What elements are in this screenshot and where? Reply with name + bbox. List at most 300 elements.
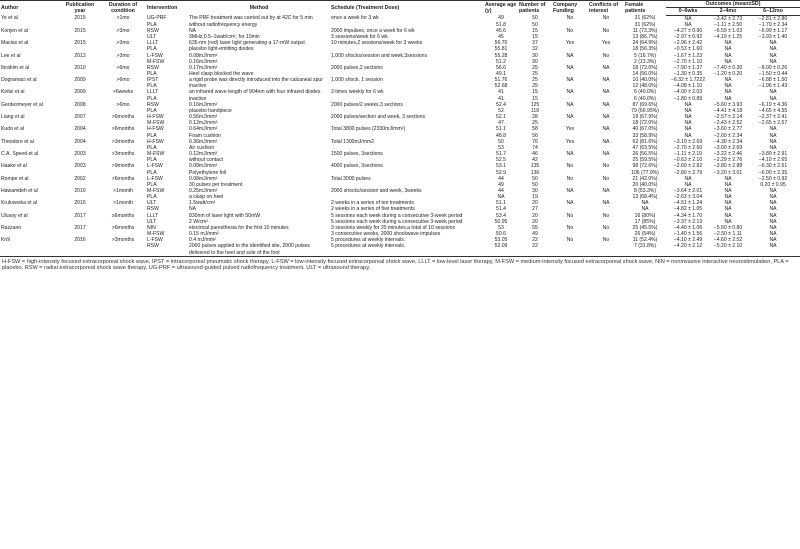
cell-outcome-2-4mo: −3.42 ± 2.73 — [713, 15, 743, 22]
cell-outcome-6-12mo: −2.81 ± 2.80 — [758, 15, 788, 22]
cell-age: 45 — [498, 34, 504, 41]
cell-female: 25 (59.5%) — [632, 157, 658, 164]
cell-intervention: IPST — [147, 77, 159, 84]
cell-schedule: 1,000 shocks/session and week,3sessions — [331, 52, 427, 59]
col-header-0-6wks: 0–6wks — [666, 8, 710, 15]
cell-age: 52.09 — [484, 243, 518, 256]
cell-outcome-6-12mo: −2.37 ± 2.41 — [758, 114, 788, 121]
cell-female: 2 (13.3%) — [633, 58, 657, 65]
cell-patients: 25 — [532, 83, 538, 90]
cell-conflicts: No — [602, 163, 610, 170]
cell-conflicts: No — [602, 212, 610, 219]
cell-outcome-0-6wks: −4.27 ± 0.90 — [673, 27, 703, 34]
cell-outcome-6-12mo: NA — [769, 237, 777, 244]
cell-age: 44 — [498, 175, 504, 182]
cell-age: 47 — [498, 120, 504, 127]
cell-outcome-6-12mo: NA — [769, 46, 777, 53]
cell-outcome-0-6wks: NA — [684, 101, 692, 108]
cell-patients: 46 — [532, 151, 538, 158]
cell-patients: 135 — [530, 163, 540, 170]
cell-patients: 42 — [532, 157, 538, 164]
cell-age: 52.68 — [494, 83, 508, 90]
cell-method: 0.16mJ/mm² — [189, 101, 218, 108]
cell-outcome-6-12mo: NA — [769, 231, 777, 238]
cell-female: 26 (54%) — [634, 231, 656, 238]
cell-outcome-2-4mo: NA — [724, 206, 732, 213]
cell-female: 106 (77.9%) — [631, 169, 659, 176]
cell-method: Heel clasp blocked the wave — [189, 71, 254, 77]
cell-year: 2017 — [74, 212, 86, 219]
cell-duration: >3mo — [116, 52, 130, 59]
cell-intervention: H-FSW — [147, 114, 164, 121]
cell-funding: No — [566, 212, 574, 219]
cell-outcome-2-4mo: −4.60 ± 2.52 — [713, 237, 743, 244]
cell-outcome-6-12mo: −6.19 ± 4.36 — [758, 101, 788, 108]
cell-method: 0.15 mJ/mm² — [189, 231, 219, 238]
cell-outcome-6-12mo: NA — [769, 206, 777, 213]
cell-funding: NA — [566, 187, 574, 194]
cell-outcome-2-4mo: −7.40 ± 0.30 — [713, 64, 743, 71]
cell-method: Polyethylene foil — [189, 169, 227, 176]
cell-outcome-0-6wks: −3.37 ± 2.13 — [673, 218, 703, 225]
cell-outcome-0-6wks: −2.63 ± 3.04 — [673, 194, 703, 201]
cell-author: Kiritsi et al — [1, 89, 25, 96]
cell-patients: 74 — [532, 144, 538, 151]
cell-intervention: RSW — [146, 243, 188, 256]
cell-year: 2013 — [74, 52, 86, 59]
cell-schedule: 1500 pulses, 3sections — [331, 151, 383, 158]
cell-intervention: L-FSW — [147, 175, 163, 182]
cell-intervention: PLA — [147, 132, 157, 139]
cell-year: 2016 — [74, 200, 86, 207]
col-header-intervention: Intervention — [146, 1, 188, 16]
cell-duration: >3months — [111, 151, 135, 158]
cell-outcome-6-12mo: −4.10 ± 2.65 — [758, 157, 788, 164]
cell-outcome-6-12mo: NA — [746, 243, 800, 256]
cell-outcome-0-6wks: −2.80 ± 2.79 — [673, 169, 703, 176]
cell-outcome-2-4mo: −1.20 ± 0.20 — [713, 71, 743, 77]
cell-female: 79 (66.95%) — [631, 107, 659, 114]
cell-outcome-2-4mo: −3.80 ± 2.88 — [713, 163, 743, 170]
cell-outcome-0-6wks: NA — [684, 126, 692, 133]
cell-age: 45.6 — [496, 27, 506, 34]
cell-patients: 49 — [532, 231, 538, 238]
cell-author: Dogramaci et al — [1, 77, 37, 84]
cell-female: 7 (31.8%) — [624, 243, 666, 256]
cell-age: 56.6 — [496, 64, 506, 71]
cell-patients: 20 — [532, 212, 538, 219]
cell-funding: NA — [566, 114, 574, 121]
cell-age: 53.05 — [494, 237, 508, 244]
cell-method: inactive — [189, 83, 207, 90]
col-header-duration: Duration of condition — [100, 1, 146, 16]
cell-duration: >6months — [111, 126, 135, 133]
cell-duration: >6mo — [116, 101, 130, 108]
cell-schedule: 2 weeks in a series of ten treatments — [331, 200, 414, 207]
cell-female: 16 (80%) — [634, 212, 656, 219]
cell-schedule: 2000 pulses/2 weeks,3 sections — [331, 101, 403, 108]
cell-funding: NA — [566, 52, 574, 59]
col-header-age: Average age (y) — [485, 1, 517, 15]
cell-outcome-6-12mo: −3.93 ± 1.40 — [758, 34, 788, 41]
cell-intervention: PLA — [147, 107, 157, 114]
cell-female: 40 (67.0%) — [632, 126, 658, 133]
cell-method: The PRF treatment was carried out by at 42C for 5 min — [189, 15, 313, 22]
cell-funding: No — [566, 175, 574, 182]
cell-method: 0.64mJ/mm² — [189, 126, 218, 133]
table-footnote: H-FSW = high-intensity focused extracorporeal shock wave, IPST = intracorporeal pneumatic shock therapy, L-FSW = low-intensity focused extracorporeal shock wave, LLLT = low-level laser therapy, M-FSW = medium-intensity focused extracorporeal shock wave, NIN = noninvasive interactive neurostimulation, PLA = placebo, RSW = radial extracorporeal shock wave therapy, UG-PRF = ultrasound-guided pulsed radiofrequency treatment, ULT = ultrasound therapy. — [2, 258, 789, 272]
cell-outcome-0-6wks: −2.96 ± 2.42 — [673, 40, 703, 47]
cell-method: 830nm of laser light with 50mW — [189, 212, 261, 219]
table-row — [0, 213, 800, 219]
cell-female: 13 (86.7%) — [632, 34, 658, 41]
cell-intervention: LLLT — [147, 40, 159, 47]
cell-outcome-6-12mo: NA — [769, 187, 777, 194]
cell-outcome-6-12mo: −2.65 ± 2.57 — [758, 120, 788, 127]
cell-intervention: PLA — [147, 194, 157, 201]
cell-outcome-2-4mo: −2.60 ± 2.34 — [713, 132, 743, 139]
col-header-female: Female patients — [624, 1, 666, 16]
cell-patients: 15 — [532, 89, 538, 96]
cell-year: 2003 — [74, 151, 86, 158]
cell-conflicts: NA — [602, 187, 610, 194]
cell-outcome-2-4mo: −3.60 ± 2.77 — [713, 126, 743, 133]
cell-outcome-2-4mo: −2.50 ± 1.11 — [713, 231, 743, 238]
cell-funding: NA — [566, 101, 574, 108]
col-header-patients: Number of patients — [518, 1, 552, 16]
cell-patients: 15 — [532, 34, 538, 41]
cell-outcome-0-6wks: NA — [684, 175, 692, 182]
cell-duration — [100, 243, 146, 256]
cell-age: 53.4 — [496, 212, 506, 219]
cell-female: 6 (40.0%) — [633, 89, 657, 96]
cell-intervention: ULT — [147, 34, 157, 41]
cell-outcome-2-4mo: −5.60 ± 3.93 — [713, 101, 743, 108]
cell-age: 50 — [498, 138, 504, 145]
cell-age: 56.70 — [494, 40, 508, 47]
cell-author: Ulusoy et al — [1, 212, 28, 219]
cell-schedule: 3 consecutive weeks, 2000 shockwave impulses — [331, 231, 441, 238]
cell-duration: >1month — [113, 187, 133, 194]
cell-female: 5 (16.7%) — [633, 52, 657, 59]
cell-schedule: 1,000 shock, 1 session — [331, 77, 383, 84]
cell-method: electrical paresthesia for the first 10 minutes — [189, 224, 289, 231]
cell-intervention: PLA — [147, 181, 157, 188]
cell-schedule: 5 sessions each week during a consecutive 3-week period — [331, 218, 463, 225]
cell-method: 0.12mJ/mm² — [189, 120, 218, 127]
cell-year: 2015 — [74, 27, 86, 34]
cell-female: 31 (62%) — [634, 21, 656, 28]
cell-outcome-0-6wks: −6.32 ± 1.7222 — [670, 77, 706, 84]
cell-outcome-6-12mo: −8.00 ± 0.26 — [758, 64, 788, 71]
cell-duration: >3mo — [116, 40, 130, 47]
table-body — [0, 15, 800, 256]
cell-female: 17 (85%) — [634, 218, 656, 225]
cell-funding: Yes — [565, 126, 575, 133]
cell-outcome-6-12mo: NA — [769, 58, 777, 65]
cell-age: 53 — [498, 144, 504, 151]
cell-schedule: 2000 shocks/session and week, 3weeks — [331, 187, 422, 194]
cell-conflicts: No — [602, 15, 610, 22]
cell-author: Krukowska et al — [1, 200, 37, 207]
cell-outcome-2-4mo: NA — [724, 181, 732, 188]
cell-intervention: RSW — [147, 64, 159, 71]
cell-female: 33 (58.9%) — [632, 132, 658, 139]
cell-outcome-6-12mo: −6.99 ± 1.17 — [758, 27, 788, 34]
cell-patients: 125 — [530, 101, 540, 108]
cell-method: 0.08mJ/mm² — [189, 175, 218, 182]
cell-funding: NA — [566, 77, 574, 84]
cell-age: 48.8 — [496, 132, 506, 139]
cell-intervention: L-FSW — [147, 52, 163, 59]
cell-outcome-2-4mo: −3.22 ± 2.46 — [713, 151, 743, 158]
cell-outcome-0-6wks: −2.97 ± 0.92 — [673, 34, 703, 41]
cell-female: 11 (73.3%) — [632, 27, 658, 34]
col-header-6-12mo: 6–12mo — [746, 8, 800, 15]
cell-female: 10 (40.0%) — [632, 77, 658, 84]
cell-funding: NA — [566, 64, 574, 71]
col-header-method: Method — [188, 1, 330, 16]
cell-female: 8 (53.3%) — [633, 187, 657, 194]
table-row — [0, 53, 800, 59]
cell-schedule: 5 sessions each week during a consecutive 3-week period — [331, 212, 463, 219]
cell-duration: >1mo — [116, 15, 130, 22]
cell-schedule: 3 sessions weekly for 20 minutes,a total of 10 sessions — [331, 224, 456, 231]
cell-intervention: M-FSW — [147, 58, 165, 65]
cell-intervention: ULT — [147, 200, 157, 207]
cell-patients: 22 — [518, 243, 552, 256]
cell-method: 30 pulses per treatment — [189, 181, 243, 188]
study-characteristics-table — [0, 0, 800, 272]
cell-method: 1.5watt/cm² — [189, 200, 216, 207]
cell-method: a clasp on heel — [189, 194, 224, 201]
cell-female: 18 (72.0%) — [632, 64, 658, 71]
cell-age: 49 — [498, 15, 504, 22]
cell-conflicts — [588, 243, 624, 256]
col-header-funding: Company Funding — [552, 1, 588, 16]
cell-age: 52 — [498, 107, 504, 114]
cell-year: 2015 — [74, 15, 86, 22]
cell-age: 52.5 — [496, 157, 506, 164]
cell-outcome-0-6wks: −1.11 ± 2.19 — [673, 151, 703, 158]
cell-conflicts: NA — [602, 77, 610, 84]
cell-intervention: ULT — [147, 218, 157, 225]
cell-duration: >6mo — [116, 64, 130, 71]
cell-age: 50.6 — [496, 231, 506, 238]
cell-schedule: Total 1300mJ/mm2 — [331, 138, 375, 145]
cell-method: Foam cushion — [189, 132, 221, 139]
cell-method: 0.36mJ/mm² — [189, 138, 218, 145]
cell-patients: 30 — [532, 187, 538, 194]
cell-intervention: PLA — [147, 169, 157, 176]
cell-intervention: L-FSW — [147, 237, 163, 244]
cell-female: 21 (42.0%) — [632, 175, 658, 182]
cell-outcome-2-4mo: NA — [724, 200, 732, 207]
cell-outcome-0-6wks: −1.67 ± 1.23 — [673, 52, 703, 59]
cell-female: 25 (45.5%) — [632, 224, 658, 231]
cell-age: 55.81 — [494, 46, 508, 53]
cell-intervention: M-FSW — [147, 187, 165, 194]
cell-outcome-2-4mo: −4.30 ± 2.34 — [713, 138, 743, 145]
cell-year: 2009 — [74, 89, 86, 96]
cell-outcome-0-6wks: −4.34 ± 1.70 — [673, 212, 703, 219]
cell-female: 62 (81.6%) — [632, 138, 658, 145]
cell-outcome-2-4mo: NA — [724, 52, 732, 59]
cell-intervention: LLLT — [147, 89, 159, 96]
cell-patients: 28 — [532, 114, 538, 121]
cell-female: 24 (64.9%) — [632, 40, 658, 47]
cell-outcome-6-12mo: NA — [769, 132, 777, 139]
cell-method: 0.25mJ/mm² — [189, 187, 218, 194]
cell-female: 31 (62%) — [634, 15, 656, 22]
cell-intervention: LLLT — [147, 212, 159, 219]
cell-author: Król — [1, 237, 11, 244]
cell-schedule: Total 3800 pulses (2330mJ/mm²) — [331, 126, 406, 133]
cell-outcome-2-4mo: NA — [724, 175, 732, 182]
cell-schedule: 2000 pulses/section and week, 3 sections — [331, 114, 426, 121]
cell-outcome-0-6wks: NA — [684, 21, 692, 28]
cell-duration: >1month — [113, 200, 133, 207]
cell-year: 2010 — [74, 64, 86, 71]
cell-intervention: L-FSW — [147, 163, 163, 170]
cell-method: placebo light-emitting diodes — [189, 46, 254, 53]
data-table — [0, 0, 800, 257]
cell-age: 52.9 — [496, 169, 506, 176]
cell-conflicts: NA — [602, 89, 610, 96]
cell-year — [60, 243, 100, 256]
cell-age: 51.7 — [496, 151, 506, 158]
cell-outcome-6-12mo: −6.30 ± 2.51 — [758, 163, 788, 170]
cell-conflicts: No — [602, 52, 610, 59]
cell-method: 2000 pulses applied to the identified site, 2000 pulses delivered to the heel and sole of the foot — [188, 243, 330, 256]
cell-patients: 50 — [532, 181, 538, 188]
cell-intervention: PLA — [147, 83, 157, 90]
cell-outcome-6-12mo: NA — [769, 89, 777, 96]
cell-intervention: H-FSW — [147, 126, 164, 133]
cell-outcome-6-12mo: NA — [769, 52, 777, 59]
cell-age: 51.76 — [494, 77, 508, 84]
cell-duration: >3months — [111, 237, 135, 244]
cell-age: 44 — [498, 187, 504, 194]
cell-conflicts: NA — [602, 114, 610, 121]
col-header-2-4mo: 2–4mo — [710, 8, 746, 15]
cell-intervention: PLA — [147, 21, 157, 28]
cell-female: 98 (72.6%) — [632, 163, 658, 170]
cell-outcome-0-6wks: −3.64 ± 2.01 — [673, 187, 703, 194]
cell-female: 18 (72.0%) — [632, 120, 658, 127]
cell-age: 51.4 — [496, 206, 506, 213]
cell-patients: 50 — [532, 175, 538, 182]
cell-schedule: once a week for 3 wk — [331, 15, 379, 22]
cell-funding: Yes — [565, 138, 575, 145]
cell-intervention: PLA — [147, 95, 157, 102]
cell-method: 0.4 mJ/mm² — [189, 237, 216, 244]
cell-female: 6 (40.0%) — [633, 95, 657, 102]
cell-schedule: 3 sessions/week for 6 wk — [331, 34, 388, 41]
cell-patients: 76 — [532, 138, 538, 145]
cell-method: inactive — [189, 95, 207, 102]
cell-method: 635-nm (red) laser light generating a 17-mW output — [189, 40, 305, 47]
cell-female: 11 (52.4%) — [632, 237, 658, 244]
cell-patients: 27 — [532, 206, 538, 213]
cell-age: 49.1 — [496, 71, 506, 77]
cell-outcome-2-4mo: NA — [724, 77, 732, 84]
cell-outcome-6-12mo: NA — [769, 212, 777, 219]
cell-patients: 25 — [532, 64, 538, 71]
cell-outcome-2-4mo: NA — [724, 46, 732, 53]
cell-method: without contact — [189, 157, 223, 164]
cell-outcome-0-6wks: −4.20 ± 2.12 — [666, 243, 710, 256]
cell-funding: Yes — [565, 40, 575, 47]
cell-method: 0.17mJ/mm² — [189, 64, 218, 71]
cell-funding: NA — [566, 151, 574, 158]
cell-funding: No — [566, 15, 574, 22]
cell-outcome-2-4mo: −2.29 ± 2.76 — [713, 157, 743, 164]
cell-outcome-0-6wks: −4.10 ± 2.49 — [673, 237, 703, 244]
cell-female: NA — [641, 206, 649, 213]
cell-outcome-6-12mo: NA — [769, 144, 777, 151]
cell-outcome-0-6wks: −3.10 ± 2.69 — [673, 138, 703, 145]
cell-method: Air cushion — [189, 144, 215, 151]
cell-intervention: PLA — [147, 144, 157, 151]
cell-outcome-6-12mo: −6.88 ± 1.50 — [758, 77, 788, 84]
table-row — [0, 15, 800, 22]
cell-outcome-6-12mo: −1.96 ± 1.43 — [758, 83, 788, 90]
cell-outcome-0-6wks: −4.00 ± 2.03 — [673, 89, 703, 96]
cell-outcome-0-6wks: −4.08 ± 1.10 — [673, 83, 703, 90]
cell-female: 19 (67.9%) — [632, 114, 658, 121]
col-header-author: Author — [0, 1, 60, 16]
cell-duration: >9months — [111, 163, 135, 170]
cell-author: Theodore et al — [1, 138, 34, 145]
cell-outcome-6-12mo: NA — [769, 40, 777, 47]
col-header-conflicts: Conflicts of interest — [588, 1, 624, 16]
cell-year: 2009 — [74, 77, 86, 84]
cell-outcome-2-4mo: −5.20 ± 2.10 — [710, 243, 746, 256]
cell-age: 51.1 — [496, 126, 506, 133]
cell-year: 2007 — [74, 114, 86, 121]
cell-female: 14 (56.0%) — [632, 71, 658, 77]
cell-conflicts: No — [602, 237, 610, 244]
cell-outcome-0-6wks: NA — [684, 107, 692, 114]
cell-female: 20 (40.0%) — [632, 181, 658, 188]
cell-female: 12 (48.0%) — [632, 83, 658, 90]
cell-patients: 56 — [532, 132, 538, 139]
cell-funding: NA — [566, 200, 574, 207]
cell-year: 2008 — [74, 101, 86, 108]
cell-female: 18 (56.3%) — [632, 46, 658, 53]
cell-age: 53 — [498, 224, 504, 231]
cell-intervention: M-FSW — [147, 151, 165, 158]
cell-patients: 58 — [532, 126, 538, 133]
cell-year: 2016 — [74, 237, 86, 244]
cell-schedule: 2000 pulses,2 sections — [331, 64, 383, 71]
cell-duration: >3mo — [116, 27, 130, 34]
cell-duration: ≥6months — [111, 212, 135, 219]
cell-intervention: NIN — [147, 224, 156, 231]
cell-method: an infrared wave length of 904nm with four infrared diodes — [189, 89, 321, 96]
cell-outcome-6-12mo: NA — [769, 218, 777, 225]
cell-patients: 30 — [532, 52, 538, 59]
cell-age: 41 — [498, 95, 504, 102]
cell-patients: 30 — [532, 58, 538, 65]
cell-method: 3MHz,0.5–1watt/cm², for 10min — [189, 34, 260, 41]
cell-duration: >6weeks — [112, 89, 134, 96]
cell-outcome-2-4mo: −4.41 ± 4.18 — [713, 107, 743, 114]
cell-outcome-0-6wks: −4.51 ± 1.24 — [673, 200, 703, 207]
cell-intervention: RSW — [147, 27, 159, 34]
cell-intervention: H-FSW — [147, 138, 164, 145]
